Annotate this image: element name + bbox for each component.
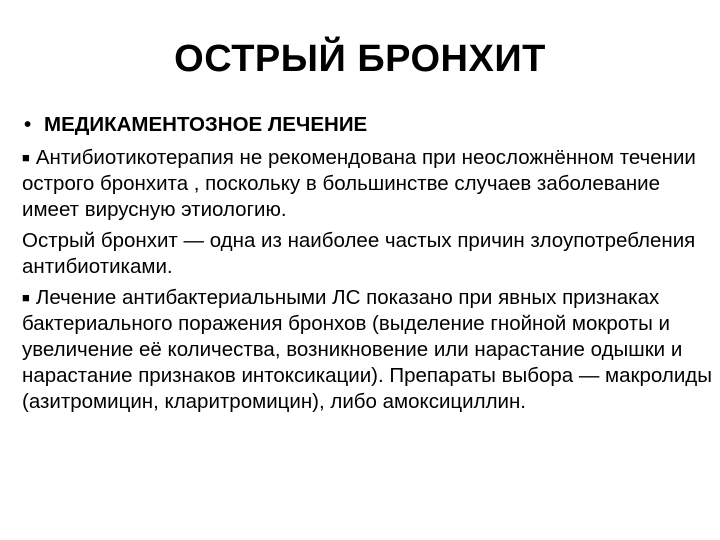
- paragraph-antibiotic-therapy: [22, 145, 712, 223]
- slide-title: ОСТРЫЙ БРОНХИТ: [174, 38, 546, 80]
- paragraph-2-text: Острый бронхит — одна из наиболее частых причин злоупотребления антибиотиками.: [22, 229, 696, 278]
- paragraph-1-text: Антибиотикотерапия не рекомендована при неосложнённом течении острого бронхита , поскольку в большинстве случаев заболевание имеет вирусную этиологию.: [22, 146, 696, 221]
- section-heading: [22, 112, 712, 138]
- paragraph-antibiotic-misuse: [22, 228, 712, 280]
- paragraph-3-text: Лечение антибактериальными ЛС показано при явных признаках бактериального поражения бронхов (выделение гнойной мокроты и увеличение её количества, возникновение или нарастание одышки и нарастание признаков интоксикации). Препараты выбора — макролиды (азитромицин, кларитромицин), либо амоксициллин.: [22, 286, 712, 413]
- slide-content: [22, 112, 712, 420]
- heading-text: МЕДИКАМЕНТОЗНОЕ ЛЕЧЕНИЕ: [44, 113, 368, 136]
- square-bullet-icon: ■: [22, 150, 30, 165]
- paragraph-antibacterial-treatment: [22, 285, 712, 415]
- square-bullet-icon: ■: [22, 290, 30, 305]
- bullet-marker: •: [24, 113, 32, 136]
